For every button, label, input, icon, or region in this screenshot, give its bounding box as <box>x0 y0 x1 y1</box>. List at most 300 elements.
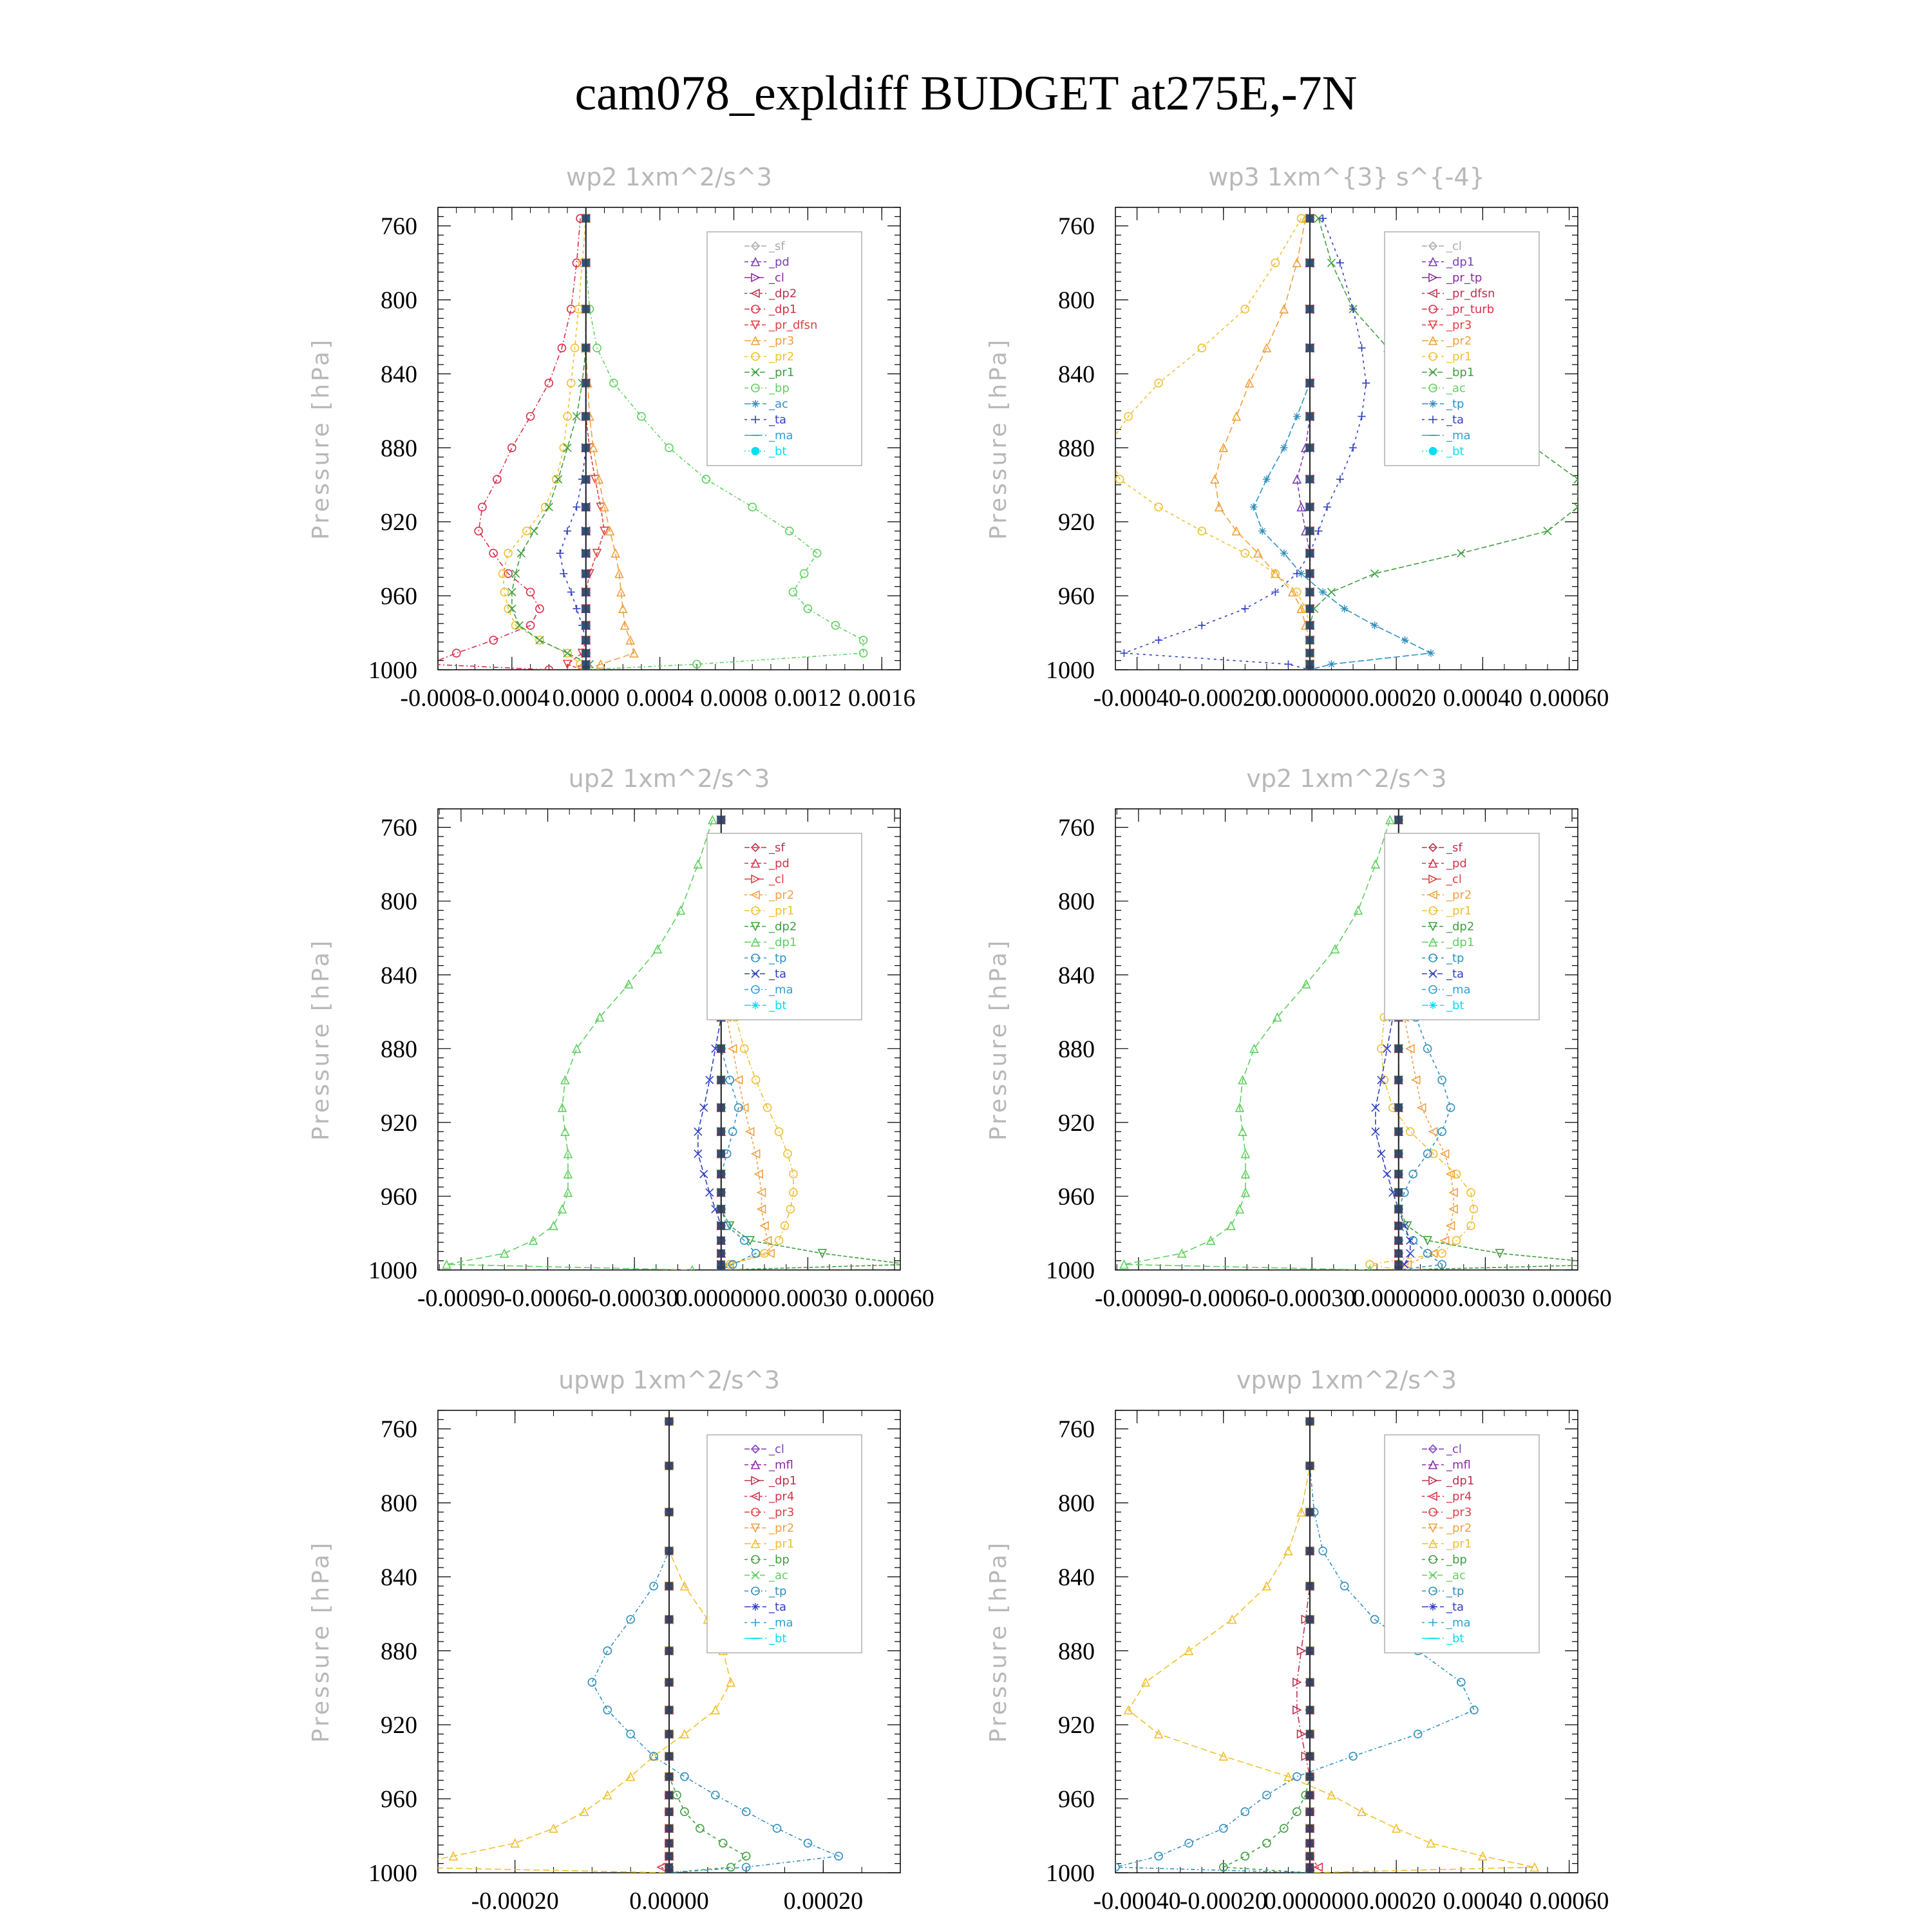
x-tick-label: -0.00040 <box>1093 1888 1181 1915</box>
y-tick-label: 800 <box>1058 287 1095 314</box>
x-tick-label: 0.0016 <box>848 685 916 712</box>
x-tick-label: -0.00020 <box>1179 685 1267 712</box>
x-tick-label: -0.00020 <box>471 1888 559 1915</box>
data-point <box>1314 527 1322 535</box>
legend-label: _ma <box>1446 1616 1471 1630</box>
zero-marker <box>582 259 590 267</box>
data-point <box>1250 503 1258 511</box>
zero-marker <box>582 527 590 535</box>
data-point <box>1349 444 1357 451</box>
zero-marker <box>1306 1678 1314 1686</box>
data-point <box>1470 1706 1478 1714</box>
data-point <box>564 444 571 451</box>
legend-label: _ma <box>769 1616 793 1630</box>
data-point <box>573 605 580 612</box>
zero-marker <box>1306 549 1314 557</box>
data-point <box>729 1128 737 1135</box>
y-tick-label: 800 <box>1058 1490 1095 1517</box>
x-tick-label: 0.000000 <box>675 1285 768 1312</box>
data-point <box>1453 1170 1461 1178</box>
x-tick-label: 0.00060 <box>855 1285 934 1312</box>
zero-marker <box>582 649 590 657</box>
data-point <box>1457 549 1465 557</box>
zero-marker <box>1306 1508 1314 1516</box>
zero-marker <box>582 666 590 674</box>
data-point <box>1241 1852 1249 1860</box>
data-point <box>500 1249 508 1257</box>
y-tick-label: 920 <box>381 1109 417 1137</box>
data-point <box>1198 621 1206 629</box>
legend <box>1385 232 1539 466</box>
zero-marker <box>582 549 590 557</box>
zero-marker <box>1395 1222 1403 1229</box>
y-tick-label: 800 <box>381 1490 417 1517</box>
data-point <box>696 1824 704 1832</box>
y-tick-label: 760 <box>381 1416 417 1443</box>
zero-marker <box>717 1128 725 1135</box>
chart-panel <box>308 1366 900 1915</box>
data-point <box>511 1839 519 1847</box>
y-tick-label: 1000 <box>368 1257 417 1284</box>
data-point <box>1371 621 1379 629</box>
data-point <box>1198 527 1206 535</box>
zero-marker <box>1306 413 1314 421</box>
data-point <box>1263 475 1271 483</box>
x-tick-label: 0.00060 <box>1529 685 1609 712</box>
data-point <box>700 1104 708 1112</box>
y-tick-label: 1000 <box>1046 657 1095 684</box>
legend-label: _pr1 <box>1446 1537 1472 1551</box>
legend-label: _dp2 <box>769 920 797 934</box>
legend-label: _dp2 <box>1446 920 1475 934</box>
legend-label: _pr_turb <box>1446 303 1495 316</box>
legend-marker <box>752 1603 759 1611</box>
zero-marker <box>1306 1852 1314 1860</box>
zero-marker <box>1306 1752 1314 1760</box>
y-tick-label: 840 <box>1058 361 1095 388</box>
plot-area <box>1120 809 1619 1274</box>
y-tick-label: 760 <box>1058 814 1095 842</box>
data-point <box>1293 259 1301 267</box>
zero-marker <box>1306 344 1314 352</box>
x-tick-label: 0.000000 <box>1264 685 1356 712</box>
data-point <box>1293 1773 1301 1781</box>
chart-panel <box>985 1366 1609 1915</box>
legend-label: _ta <box>769 413 787 427</box>
zero-marker <box>582 621 590 629</box>
legend-label: _tp <box>769 951 787 965</box>
zero-marker <box>717 1104 725 1112</box>
data-point <box>1336 475 1344 483</box>
legend-label: _pr_dfsn <box>1446 287 1495 301</box>
legend-label: _mfl <box>769 1458 793 1472</box>
zero-marker <box>717 1205 725 1213</box>
y-tick-label: 880 <box>381 1638 417 1665</box>
data-point <box>1328 259 1336 267</box>
data-point <box>1372 1104 1379 1112</box>
legend-label: _bt <box>769 1632 787 1645</box>
y-tick-label: 960 <box>381 1183 417 1211</box>
zero-marker <box>1395 1045 1403 1052</box>
zero-marker <box>1306 1417 1314 1425</box>
zero-marker <box>1306 1647 1314 1654</box>
y-tick-label: 1000 <box>368 1860 417 1887</box>
chart-panel <box>308 764 934 1312</box>
data-point <box>508 605 516 612</box>
zero-marker <box>1306 621 1314 629</box>
legend-label: _dp1 <box>769 303 797 316</box>
zero-marker <box>717 1150 725 1158</box>
data-point <box>1544 527 1551 535</box>
y-tick-label: 960 <box>1058 1183 1095 1211</box>
zero-marker <box>1306 1824 1314 1832</box>
legend-label: _tp <box>769 1584 787 1598</box>
legend-label: _pr_dfsn <box>769 318 818 332</box>
data-point <box>1372 860 1379 868</box>
legend-label: _mfl <box>1446 1458 1471 1472</box>
zero-marker <box>1306 1773 1314 1781</box>
y-tick-label: 960 <box>1058 1786 1095 1814</box>
y-tick-label: 840 <box>1058 1564 1095 1591</box>
legend-label: _pr_tp <box>1446 271 1482 285</box>
zero-marker <box>1395 1128 1403 1135</box>
data-point <box>1457 1678 1465 1686</box>
y-tick-label: 1000 <box>1046 1257 1095 1284</box>
series-dp1 <box>1120 816 1394 1274</box>
data-point <box>560 570 567 578</box>
x-tick-label: -0.00040 <box>1093 685 1181 712</box>
zero-marker <box>1306 1839 1314 1847</box>
zero-marker <box>1395 1104 1403 1112</box>
zero-marker <box>1306 1706 1314 1714</box>
legend-label: _pr1 <box>1446 904 1472 918</box>
data-point <box>706 1189 714 1197</box>
data-point <box>603 1706 611 1714</box>
zero-marker <box>665 1839 673 1847</box>
series-line <box>1124 820 1390 1270</box>
zero-marker <box>1306 475 1314 483</box>
x-tick-label: 0.00040 <box>1443 1888 1523 1915</box>
legend-label: _bt <box>1446 999 1464 1012</box>
data-point <box>558 1205 566 1213</box>
data-point <box>1236 1205 1244 1213</box>
data-point <box>786 527 793 535</box>
chart-panel <box>985 163 1609 712</box>
zero-marker <box>1306 305 1314 313</box>
x-tick-label: 0.00020 <box>1356 685 1436 712</box>
x-tick-label: 0.0008 <box>700 685 768 712</box>
zero-marker <box>717 1189 725 1197</box>
zero-marker <box>717 1170 725 1178</box>
series-line <box>1215 218 1310 670</box>
legend-label: _ma <box>1446 983 1471 997</box>
data-point <box>573 1045 580 1052</box>
legend-label: _pr1 <box>1446 350 1472 364</box>
zero-marker <box>665 1647 673 1654</box>
data-point <box>1349 1752 1357 1760</box>
data-point <box>1323 503 1331 511</box>
y-tick-label: 920 <box>381 1712 417 1739</box>
legend-label: _bt <box>769 444 787 459</box>
x-tick-label: 0.00030 <box>768 1285 848 1312</box>
zero-marker <box>582 413 590 421</box>
data-point <box>588 1678 596 1686</box>
series-line <box>1124 218 1366 670</box>
data-point <box>1427 1839 1435 1847</box>
y-tick-label: 960 <box>381 583 417 611</box>
legend-label: _pr2 <box>769 1521 795 1535</box>
zero-marker <box>582 570 590 578</box>
data-point <box>1392 1824 1400 1832</box>
zero-marker <box>1395 1150 1403 1158</box>
legend-label: _cl <box>1446 873 1462 886</box>
legend-marker <box>1429 400 1437 408</box>
data-point <box>694 860 702 868</box>
legend-label: _pr1 <box>769 904 795 918</box>
zero-marker <box>665 1706 673 1714</box>
y-tick-label: 1000 <box>1046 1860 1095 1887</box>
legend-marker <box>752 448 759 455</box>
legend-label: _bt <box>769 999 787 1012</box>
data-point <box>1227 1222 1235 1229</box>
data-point <box>1211 475 1218 483</box>
legend-label: _bp <box>769 1553 790 1567</box>
data-point <box>1328 660 1336 668</box>
legend-label: _pr3 <box>1446 318 1472 332</box>
legend-label: _ta <box>1446 1600 1464 1614</box>
data-point <box>530 527 538 535</box>
legend-label: _pr3 <box>769 1506 795 1519</box>
series-pr1 <box>1103 214 1314 674</box>
x-tick-label: -0.00060 <box>1181 1285 1269 1312</box>
zero-marker <box>1395 816 1403 824</box>
x-tick-label: -0.00060 <box>504 1285 592 1312</box>
data-point <box>550 1222 558 1229</box>
y-axis-label: Pressure [hPa] <box>985 1540 1012 1743</box>
data-point <box>1120 649 1128 657</box>
data-point <box>1427 649 1435 657</box>
zero-marker <box>1306 605 1314 612</box>
x-tick-label: 0.00020 <box>783 1888 864 1915</box>
data-point <box>536 636 544 644</box>
data-point <box>1319 214 1327 222</box>
chart-panel <box>985 764 1619 1312</box>
zero-marker <box>1306 1869 1314 1877</box>
legend-label: _cl <box>1446 1443 1462 1456</box>
x-tick-label: 0.0004 <box>626 685 694 712</box>
zero-marker <box>665 1791 673 1799</box>
zero-marker <box>665 1852 673 1860</box>
data-point <box>1241 605 1249 612</box>
y-axis-label: Pressure [hPa] <box>308 938 334 1141</box>
y-tick-label: 880 <box>381 1036 417 1063</box>
y-tick-label: 960 <box>1058 583 1095 611</box>
panel-title: upwp 1xm^2/s^3 <box>558 1366 780 1394</box>
y-tick-label: 920 <box>1058 1109 1095 1137</box>
y-tick-label: 840 <box>381 961 417 989</box>
zero-marker <box>582 605 590 612</box>
data-point <box>527 413 535 421</box>
data-point <box>1358 344 1365 352</box>
legend-label: _ma <box>769 429 793 442</box>
legend-label: _pr2 <box>769 888 795 902</box>
legend-label: _pr4 <box>769 1490 795 1504</box>
data-point <box>1280 444 1288 451</box>
zero-marker <box>665 1730 673 1738</box>
zero-marker <box>1306 570 1314 578</box>
data-point <box>702 475 710 483</box>
y-axis-label: Pressure [hPa] <box>985 337 1012 540</box>
legend-label: _bp <box>769 381 790 395</box>
data-point <box>1378 1150 1385 1158</box>
legend-label: _pr3 <box>769 334 795 348</box>
data-point <box>1438 1128 1446 1135</box>
legend-marker <box>1429 448 1437 455</box>
series-line <box>429 218 581 670</box>
x-tick-label: 0.000000 <box>1352 1285 1445 1312</box>
data-point <box>1103 444 1111 451</box>
data-point <box>545 503 553 511</box>
legend-label: _ta <box>1446 967 1464 981</box>
y-tick-label: 920 <box>1058 509 1095 536</box>
y-tick-label: 880 <box>1058 435 1095 462</box>
data-point <box>1328 588 1336 596</box>
data-point <box>1293 413 1301 421</box>
panel-title: up2 1xm^2/s^3 <box>568 764 770 793</box>
x-tick-label: 0.00020 <box>1356 1888 1436 1915</box>
zero-marker <box>717 816 725 824</box>
data-point <box>1406 1128 1414 1135</box>
figure-title: cam078_expldiff BUDGET at275E,-7N <box>574 66 1358 120</box>
x-tick-label: 0.000000 <box>1264 1888 1356 1915</box>
data-point <box>726 1076 734 1084</box>
legend-marker <box>752 400 759 408</box>
zero-marker <box>1306 1582 1314 1590</box>
data-point <box>694 1128 702 1135</box>
data-point <box>741 1045 748 1052</box>
legend-label: _cl <box>1446 240 1462 253</box>
legend-label: _dp1 <box>769 936 797 949</box>
y-tick-label: 800 <box>381 888 417 916</box>
legend-marker <box>752 1001 759 1009</box>
y-tick-label: 760 <box>381 814 417 842</box>
data-point <box>1336 259 1344 267</box>
series-line <box>512 218 590 670</box>
legend-label: _ta <box>769 967 787 981</box>
zero-marker <box>1306 1791 1314 1799</box>
zero-marker <box>1395 1236 1403 1244</box>
legend-label: _ma <box>1446 429 1471 442</box>
legend-label: _bp1 <box>1446 366 1475 379</box>
series-line <box>399 1421 731 1873</box>
data-point <box>556 549 564 557</box>
data-point <box>554 475 562 483</box>
zero-marker <box>582 588 590 596</box>
data-point <box>1293 570 1301 578</box>
zero-marker <box>665 1547 673 1555</box>
data-point <box>1250 1045 1258 1052</box>
zero-marker <box>1395 1205 1403 1213</box>
data-point <box>677 907 685 914</box>
legend-label: _pr1 <box>769 1537 795 1551</box>
legend-label: _pr2 <box>1446 1521 1472 1535</box>
data-point <box>804 605 811 612</box>
legend-label: _pd <box>1446 857 1467 871</box>
data-point <box>564 527 571 535</box>
y-tick-label: 760 <box>1058 1416 1095 1443</box>
data-point <box>1354 907 1362 914</box>
zero-marker <box>717 1266 725 1274</box>
series-pr2 <box>1211 214 1314 674</box>
legend-label: _ta <box>1446 413 1464 427</box>
x-tick-label: -0.00030 <box>591 1285 679 1312</box>
y-tick-label: 800 <box>381 287 417 314</box>
x-tick-label: 0.00000 <box>629 1888 709 1915</box>
y-tick-label: 920 <box>381 509 417 536</box>
legend-label: _tp <box>1446 397 1464 411</box>
zero-marker <box>582 444 590 451</box>
y-axis-label: Pressure [hPa] <box>985 938 1012 1141</box>
data-point <box>1258 527 1266 535</box>
legend <box>707 1435 862 1653</box>
data-point <box>567 588 575 596</box>
x-tick-label: 0.0000 <box>552 685 620 712</box>
zero-marker <box>582 379 590 387</box>
legend-label: _pr2 <box>769 350 795 364</box>
zero-marker <box>582 344 590 352</box>
data-point <box>775 1236 783 1244</box>
chart-panel <box>308 163 916 712</box>
x-tick-label: -0.0004 <box>474 685 550 712</box>
zero-marker <box>1306 379 1314 387</box>
zero-marker <box>1306 588 1314 596</box>
legend-label: _dp1 <box>1446 936 1475 949</box>
legend-label: _dp1 <box>1446 1474 1475 1488</box>
legend-label: _pr4 <box>1446 1490 1472 1504</box>
data-point <box>1611 1260 1619 1268</box>
data-point <box>610 379 618 387</box>
data-point <box>1401 636 1409 644</box>
series-line <box>446 820 712 1270</box>
zero-marker <box>1306 636 1314 644</box>
legend-label: _ac <box>1446 1569 1466 1582</box>
series-dp1 <box>442 816 716 1274</box>
data-point <box>1362 379 1370 387</box>
y-tick-label: 1000 <box>368 657 417 684</box>
y-tick-label: 960 <box>381 1786 417 1814</box>
data-point <box>658 1863 665 1871</box>
legend-label: _cl <box>769 1443 784 1456</box>
panel-title: wp3 1xm^{3} s^{-4} <box>1208 163 1485 191</box>
data-point <box>453 649 460 657</box>
data-point <box>1263 1839 1271 1847</box>
legend-label: _ac <box>769 397 788 411</box>
zero-marker <box>1306 503 1314 511</box>
legend <box>707 833 862 1020</box>
data-point <box>508 444 516 451</box>
zero-marker <box>582 503 590 511</box>
zero-marker <box>1306 259 1314 267</box>
legend-label: _sf <box>1446 841 1463 855</box>
y-axis-label: Pressure [hPa] <box>308 337 334 540</box>
zero-marker <box>1395 1189 1403 1197</box>
y-tick-label: 760 <box>1058 213 1095 240</box>
data-point <box>1358 413 1365 421</box>
data-point <box>573 503 580 511</box>
legend-label: _dp1 <box>769 1474 797 1488</box>
legend-label: _ma <box>769 983 793 997</box>
legend <box>1385 833 1539 1020</box>
